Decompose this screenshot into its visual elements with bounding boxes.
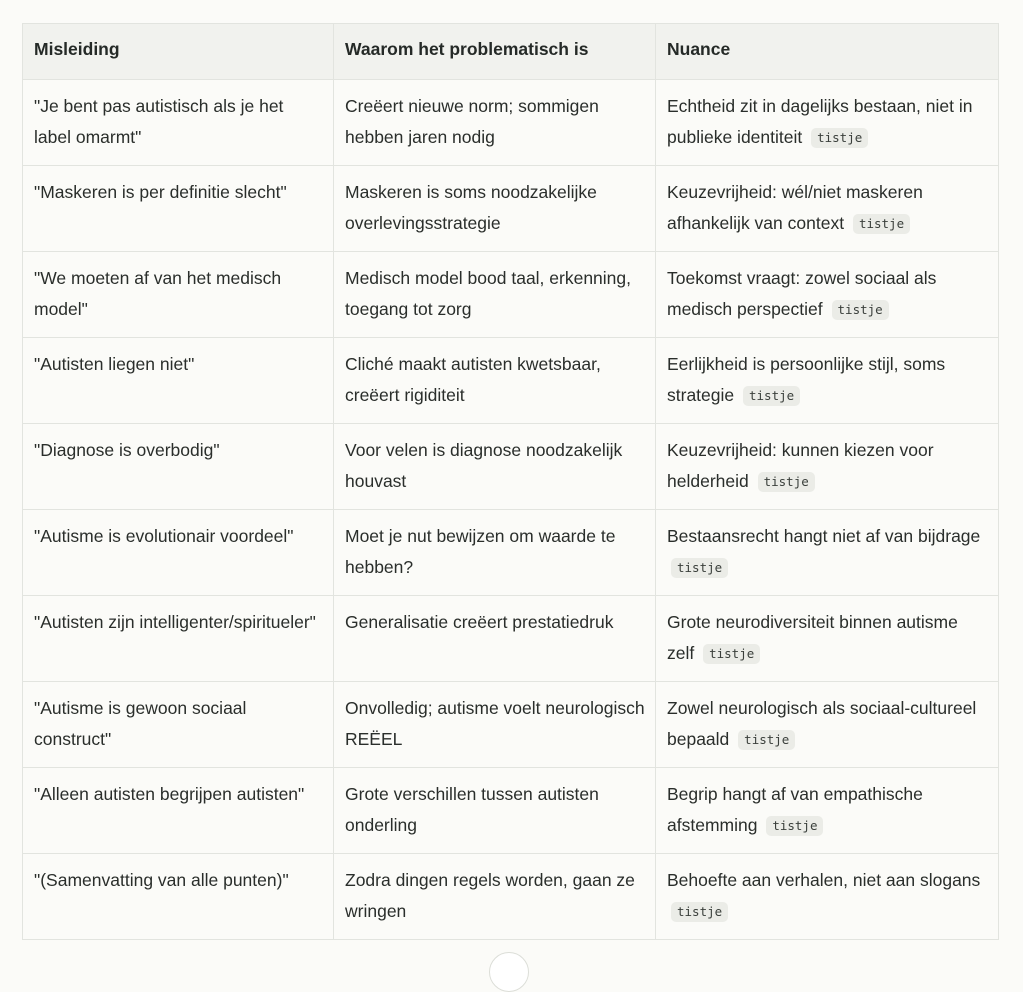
citation-tag[interactable]: tistje <box>743 386 800 406</box>
table-row <box>23 853 999 939</box>
problem-cell: Creëert nieuwe norm; sommigen hebben jaren nodig <box>334 79 656 165</box>
column-header-waarom: Waarom het problematisch is <box>334 24 656 80</box>
citation-tag[interactable]: tistje <box>766 816 823 836</box>
citation-tag[interactable]: tistje <box>703 644 760 664</box>
nuance-text: Begrip hangt af van empathische afstemming <box>667 783 923 835</box>
problem-cell: Cliché maakt autisten kwetsbaar, creëert rigiditeit <box>334 337 656 423</box>
nuance-text: Grote neurodiversiteit binnen autisme zelf <box>667 611 958 663</box>
table-row <box>23 251 999 337</box>
problem-cell: Grote verschillen tussen autisten onderling <box>334 767 656 853</box>
nuance-text: Echtheid zit in dagelijks bestaan, niet in publieke identiteit <box>667 95 973 147</box>
problem-cell: Moet je nut bewijzen om waarde te hebben? <box>334 509 656 595</box>
misconception-cell: "Je bent pas autistisch als je het label omarmt" <box>23 79 334 165</box>
nuance-text: Behoefte aan verhalen, niet aan slogans <box>667 869 981 890</box>
problem-cell: Voor velen is diagnose noodzakelijk houvast <box>334 423 656 509</box>
nuance-text: Zowel neurologisch als sociaal-cultureel bepaald <box>667 697 977 749</box>
table-row <box>23 767 999 853</box>
table-row <box>23 165 999 251</box>
citation-tag[interactable]: tistje <box>811 128 868 148</box>
nuance-cell <box>656 595 999 681</box>
table-row <box>23 595 999 681</box>
nuance-cell <box>656 251 999 337</box>
nuance-text: Keuzevrijheid: kunnen kiezen voor helderheid <box>667 439 934 491</box>
column-header-nuance: Nuance <box>656 24 999 80</box>
table-row <box>23 79 999 165</box>
nuance-cell <box>656 767 999 853</box>
misconceptions-table <box>22 23 999 940</box>
content-table-container <box>22 23 998 940</box>
column-header-misleiding: Misleiding <box>23 24 334 80</box>
nuance-text: Keuzevrijheid: wél/niet maskeren afhankelijk van context <box>667 181 923 233</box>
table-row <box>23 423 999 509</box>
citation-tag[interactable]: tistje <box>738 730 795 750</box>
citation-tag[interactable]: tistje <box>832 300 889 320</box>
citation-tag[interactable]: tistje <box>671 558 728 578</box>
misconception-cell: "Autisten liegen niet" <box>23 337 334 423</box>
misconception-cell: "Diagnose is overbodig" <box>23 423 334 509</box>
misconception-cell: "Maskeren is per definitie slecht" <box>23 165 334 251</box>
problem-cell: Medisch model bood taal, erkenning, toegang tot zorg <box>334 251 656 337</box>
nuance-text: Toekomst vraagt: zowel sociaal als medisch perspectief <box>667 267 937 319</box>
scroll-down-button[interactable] <box>489 952 529 992</box>
misconception-cell: "Autisme is gewoon sociaal construct" <box>23 681 334 767</box>
problem-cell: Onvolledig; autisme voelt neurologisch REËEL <box>334 681 656 767</box>
misconception-cell: "Autisten zijn intelligenter/spiritueler" <box>23 595 334 681</box>
nuance-text: Eerlijkheid is persoonlijke stijl, soms strategie <box>667 353 946 405</box>
table-row <box>23 337 999 423</box>
problem-cell: Zodra dingen regels worden, gaan ze wringen <box>334 853 656 939</box>
misconception-cell: "Autisme is evolutionair voordeel" <box>23 509 334 595</box>
nuance-cell <box>656 509 999 595</box>
nuance-text: Bestaansrecht hangt niet af van bijdrage <box>667 525 981 546</box>
misconception-cell: "We moeten af van het medisch model" <box>23 251 334 337</box>
citation-tag[interactable]: tistje <box>853 214 910 234</box>
misconception-cell: "Alleen autisten begrijpen autisten" <box>23 767 334 853</box>
nuance-cell <box>656 681 999 767</box>
table-header-row <box>23 24 999 80</box>
table-body <box>23 79 999 939</box>
misconception-cell: "(Samenvatting van alle punten)" <box>23 853 334 939</box>
citation-tag[interactable]: tistje <box>671 902 728 922</box>
problem-cell: Generalisatie creëert prestatiedruk <box>334 595 656 681</box>
nuance-cell <box>656 423 999 509</box>
nuance-cell <box>656 165 999 251</box>
nuance-cell <box>656 337 999 423</box>
table-row <box>23 681 999 767</box>
problem-cell: Maskeren is soms noodzakelijke overlevingsstrategie <box>334 165 656 251</box>
table-row <box>23 509 999 595</box>
nuance-cell <box>656 79 999 165</box>
nuance-cell <box>656 853 999 939</box>
citation-tag[interactable]: tistje <box>758 472 815 492</box>
